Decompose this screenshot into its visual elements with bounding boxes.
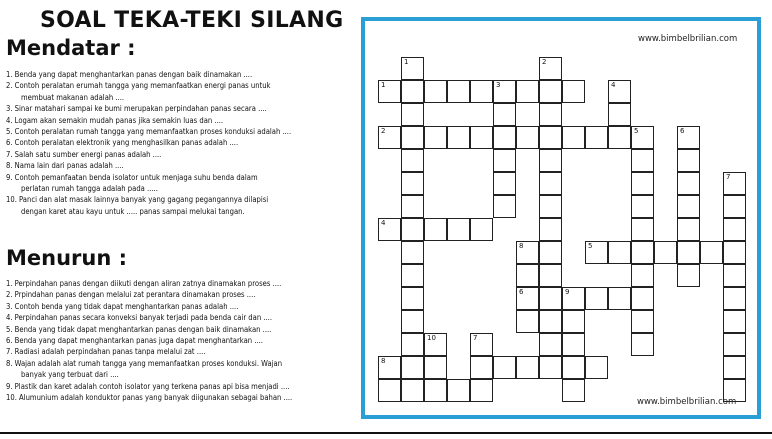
crossword-cell[interactable] (723, 195, 746, 218)
crossword-cell[interactable] (401, 287, 424, 310)
bottom-divider (0, 432, 772, 434)
crossword-cell[interactable] (562, 126, 585, 149)
clue-number: 9 (565, 288, 570, 296)
crossword-cell[interactable] (424, 126, 447, 149)
crossword-cell[interactable] (447, 80, 470, 103)
clue-number: 2 (542, 58, 547, 66)
crossword-cell[interactable] (493, 356, 516, 379)
crossword-cell[interactable] (677, 172, 700, 195)
watermark-top: www.bimbelbrilian.com (638, 34, 738, 44)
crossword-cell[interactable] (470, 333, 493, 356)
crossword-cell[interactable] (378, 80, 401, 103)
mendatar-clue: 9. Contoh pemanfaatan benda isolator untuk menjaga suhu benda dalam (6, 172, 258, 182)
mendatar-clue: 6. Contoh peralatan elektronik yang menghasilkan panas adalah .... (6, 138, 239, 148)
crossword-cell[interactable] (516, 80, 539, 103)
crossword-cell[interactable] (677, 149, 700, 172)
crossword-cell[interactable] (493, 126, 516, 149)
crossword-cell[interactable] (424, 333, 447, 356)
menurun-heading: Menurun : (6, 246, 128, 270)
crossword-cell[interactable] (677, 218, 700, 241)
crossword-cell[interactable] (723, 310, 746, 333)
crossword-cell[interactable] (539, 310, 562, 333)
mendatar-clue: 8. Nama lain dari panas adalah .... (6, 161, 124, 171)
mendatar-heading: Mendatar : (6, 36, 136, 60)
crossword-cell[interactable] (723, 287, 746, 310)
crossword-cell[interactable] (401, 310, 424, 333)
menurun-clue: 5. Benda yang tidak dapat menghantarkan panas dengan baik dinamakan .... (6, 324, 272, 334)
crossword-cell[interactable] (539, 287, 562, 310)
crossword-cell[interactable] (378, 356, 401, 379)
crossword-cell[interactable] (539, 264, 562, 287)
crossword-cell[interactable] (631, 195, 654, 218)
clue-number: 4 (381, 219, 386, 227)
menurun-clue: 10. Alumunium adalah konduktor panas yang banyak diigunakan sebagai bahan .... (6, 393, 293, 403)
menurun-clue: 8. Wajan adalah alat rumah tangga yang memanfaatkan proses konduksi. Wajan (6, 358, 283, 368)
crossword-cell[interactable] (493, 103, 516, 126)
menurun-clue-list (6, 278, 358, 403)
crossword-cell[interactable] (401, 195, 424, 218)
crossword-cell[interactable] (516, 310, 539, 333)
crossword-cell[interactable] (516, 264, 539, 287)
clue-number: 10 (427, 334, 436, 342)
clue-number: 5 (634, 127, 639, 135)
crossword-cell[interactable] (631, 172, 654, 195)
menurun-clue: 3. Contoh benda yang tidak dapat menghantarkan panas adalah .... (6, 301, 239, 311)
crossword-cell[interactable] (539, 57, 562, 80)
crossword-cell[interactable] (401, 149, 424, 172)
crossword-cell[interactable] (562, 310, 585, 333)
crossword-cell[interactable] (677, 264, 700, 287)
crossword-cell[interactable] (470, 80, 493, 103)
mendatar-clue: 7. Salah satu sumber energi panas adalah .... (6, 149, 162, 159)
crossword-cell[interactable] (516, 287, 539, 310)
mendatar-clue-list (6, 69, 358, 217)
mendatar-clue: 3. Sinar matahari sampai ke bumi merupakan perpindahan panas secara .... (6, 104, 267, 114)
crossword-cell[interactable] (493, 80, 516, 103)
clue-number: 3 (496, 81, 501, 89)
crossword-cell[interactable] (654, 241, 677, 264)
clue-number: 5 (588, 242, 593, 250)
clue-number: 6 (680, 127, 685, 135)
clue-number: 7 (473, 334, 478, 342)
crossword-cell[interactable] (401, 356, 424, 379)
clue-number: 8 (519, 242, 524, 250)
crossword-cell[interactable] (677, 195, 700, 218)
crossword-cell[interactable] (470, 218, 493, 241)
crossword-cell[interactable] (493, 149, 516, 172)
clue-number: 8 (381, 357, 386, 365)
menurun-clue: 1. Perpindahan panas dengan diikuti dengan aliran zatnya dinamakan proses .... (6, 279, 282, 288)
crossword-cell[interactable] (401, 57, 424, 80)
crossword-cell[interactable] (723, 241, 746, 264)
crossword-cell[interactable] (608, 287, 631, 310)
menurun-clue: 7. Radiasi adalah perpindahan panas tanpa melalui zat .... (6, 347, 206, 357)
crossword-cell[interactable] (539, 333, 562, 356)
crossword-cell[interactable] (723, 356, 746, 379)
crossword-cell[interactable] (378, 126, 401, 149)
crossword-cell[interactable] (631, 149, 654, 172)
crossword-cell[interactable] (539, 80, 562, 103)
crossword-cell[interactable] (585, 126, 608, 149)
menurun-clue: 2. Prpindahan panas dengan melalui zat perantara dinamakan proses .... (6, 290, 256, 300)
crossword-cell[interactable] (378, 218, 401, 241)
crossword-cell[interactable] (516, 241, 539, 264)
watermark-bottom: www.bimbelbrilian.com (637, 397, 737, 407)
crossword-cell[interactable] (539, 126, 562, 149)
mendatar-clue: 2. Contoh peralatan erumah tangga yang memanfaatkan energi panas untuk (6, 81, 271, 91)
crossword-cell[interactable] (677, 241, 700, 264)
crossword-cell[interactable] (401, 241, 424, 264)
crossword-cell[interactable] (401, 264, 424, 287)
crossword-cell[interactable] (585, 287, 608, 310)
crossword-cell[interactable] (470, 356, 493, 379)
crossword-cell[interactable] (493, 172, 516, 195)
crossword-cell[interactable] (401, 218, 424, 241)
crossword-cell[interactable] (723, 172, 746, 195)
crossword-cell[interactable] (516, 356, 539, 379)
crossword-cell[interactable] (608, 80, 631, 103)
clue-number: 2 (381, 127, 386, 135)
crossword-cell[interactable] (424, 379, 447, 402)
crossword-cell[interactable] (516, 126, 539, 149)
crossword-frame (361, 17, 761, 419)
crossword-cell[interactable] (562, 80, 585, 103)
crossword-cell[interactable] (723, 264, 746, 287)
crossword-cell[interactable] (493, 195, 516, 218)
crossword-cell[interactable] (378, 379, 401, 402)
crossword-cell[interactable] (401, 333, 424, 356)
crossword-cell[interactable] (447, 218, 470, 241)
menurun-clue: 6. Benda yang dapat menghantarkan panas juga dapat menghantarkan .... (6, 336, 263, 346)
crossword-cell[interactable] (631, 333, 654, 356)
crossword-cell[interactable] (723, 218, 746, 241)
menurun-clue: 4. Perpindahan panas secara konveksi banyak terjadi pada benda cair dan .... (6, 313, 273, 323)
crossword-cell[interactable] (608, 241, 631, 264)
crossword-cell[interactable] (562, 356, 585, 379)
clue-number: 7 (726, 173, 731, 181)
crossword-cell[interactable] (585, 241, 608, 264)
crossword-cell[interactable] (539, 356, 562, 379)
crossword-cell[interactable] (424, 356, 447, 379)
crossword-cell[interactable] (424, 80, 447, 103)
crossword-cell[interactable] (631, 310, 654, 333)
clue-number: 1 (404, 58, 409, 66)
mendatar-clue: perlatan rumah tangga adalah pada ..... (21, 184, 158, 194)
crossword-cell[interactable] (677, 126, 700, 149)
crossword-cell[interactable] (470, 379, 493, 402)
crossword-cell[interactable] (401, 126, 424, 149)
menurun-clue: banyak yang terbuat dari .... (21, 370, 119, 380)
clue-number: 6 (519, 288, 524, 296)
menurun-clue: 9. Plastik dan karet adalah contoh isolator yang terkena panas api bisa menjadi .... (6, 381, 290, 391)
crossword-cell[interactable] (700, 241, 723, 264)
mendatar-clue: 10. Panci dan alat masak lainnya banyak yang gagang pegangannya dilapisi (6, 195, 269, 205)
crossword-cell[interactable] (539, 195, 562, 218)
crossword-cell[interactable] (562, 379, 585, 402)
crossword-cell[interactable] (539, 149, 562, 172)
crossword-cell[interactable] (585, 356, 608, 379)
crossword-cell[interactable] (631, 241, 654, 264)
crossword-cell[interactable] (447, 126, 470, 149)
clue-number: 1 (381, 81, 386, 89)
crossword-cell[interactable] (562, 333, 585, 356)
crossword-cell[interactable] (631, 126, 654, 149)
crossword-cell[interactable] (447, 379, 470, 402)
crossword-cell[interactable] (723, 333, 746, 356)
crossword-cell[interactable] (562, 287, 585, 310)
crossword-cell[interactable] (631, 264, 654, 287)
crossword-cell[interactable] (401, 103, 424, 126)
clue-number: 4 (611, 81, 616, 89)
questions-panel (0, 0, 360, 439)
mendatar-clue: 4. Logam akan semakin mudah panas jika semakin luas dan .... (6, 115, 224, 125)
crossword-cell[interactable] (539, 218, 562, 241)
crossword-cell[interactable] (608, 126, 631, 149)
crossword-cell[interactable] (539, 103, 562, 126)
crossword-cell[interactable] (401, 379, 424, 402)
crossword-cell[interactable] (401, 80, 424, 103)
mendatar-clue: 1. Benda yang dapat menghantarkan panas dengan baik dinamakan .... (6, 70, 253, 79)
mendatar-clue: membuat makanan adalah .... (21, 92, 125, 102)
crossword-cell[interactable] (401, 172, 424, 195)
mendatar-clue: 5. Contoh peralatan rumah tangga yang memanfaatkan proses konduksi adalah .... (6, 127, 292, 137)
page-title: SOAL TEKA-TEKI SILANG (40, 8, 344, 33)
crossword-cell[interactable] (539, 241, 562, 264)
crossword-cell[interactable] (470, 126, 493, 149)
crossword-cell[interactable] (631, 287, 654, 310)
crossword-cell[interactable] (424, 218, 447, 241)
mendatar-clue: dengan karet atau kayu untuk ..... panas sampai melukai tangan. (21, 206, 245, 216)
crossword-cell[interactable] (631, 218, 654, 241)
crossword-cell[interactable] (539, 172, 562, 195)
crossword-cell[interactable] (608, 103, 631, 126)
